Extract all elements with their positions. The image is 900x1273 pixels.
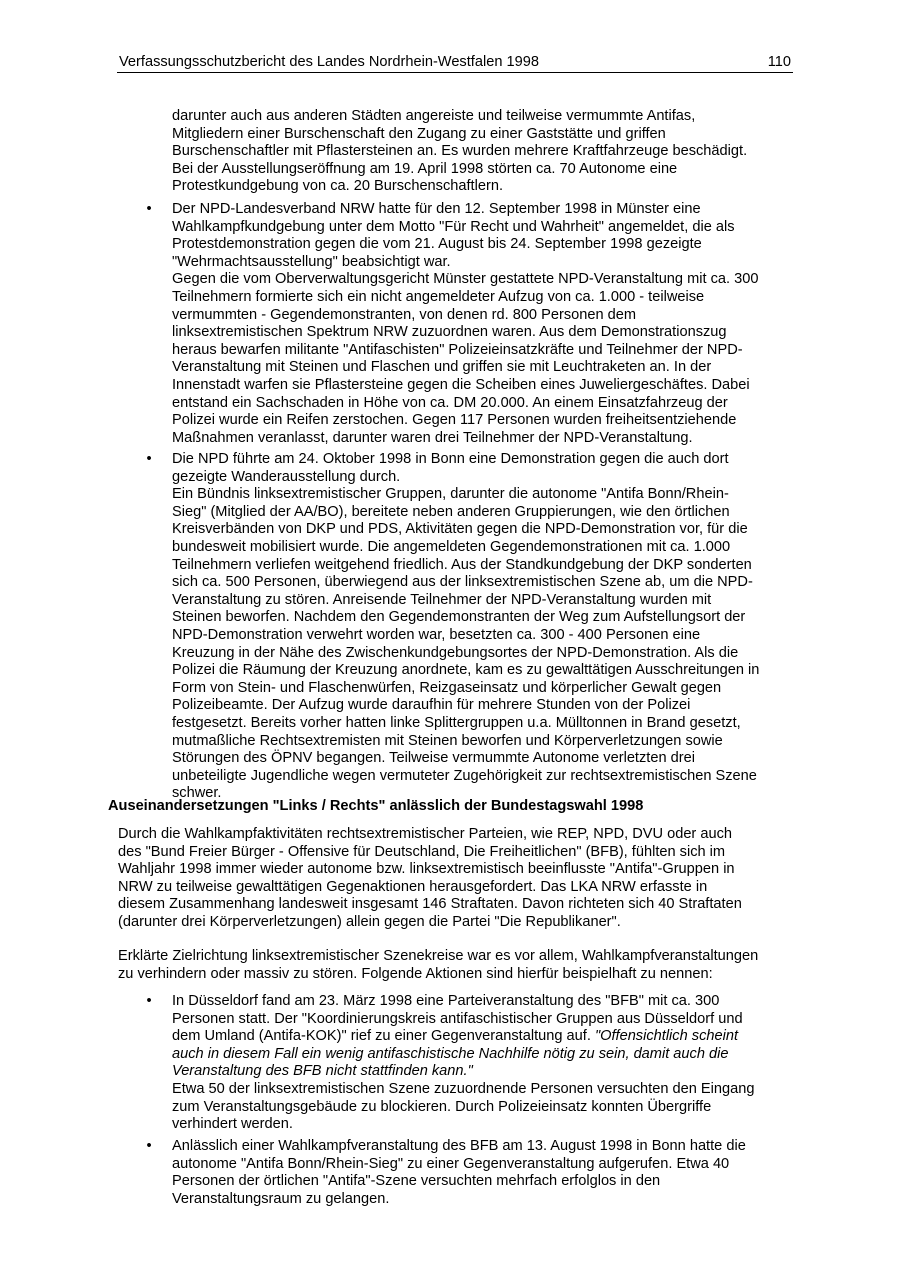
text-line: Steinen beworfen. Nachdem den Gegendemonstranten der Weg zum Aufstellungsort der — [172, 609, 746, 626]
text-line: Veranstaltungsraum zu gelangen. — [172, 1190, 390, 1207]
text-line: mutmaßliche Rechtsextremisten mit Steinen beworfen und Körperverletzungen sowie — [172, 732, 723, 749]
text-line: NPD-Demonstration verwehrt worden war, besetzten ca. 300 - 400 Personen eine — [172, 626, 701, 643]
text-line: zu verhindern oder massiv zu stören. Folgende Aktionen sind hierfür beispielhaft zu nennen: — [118, 965, 713, 982]
page-number: 110 — [767, 54, 791, 70]
text-line: linksextremistischen Spektrum NRW zuzuordnen waren. Aus dem Demonstrationszug — [172, 324, 727, 341]
text-line: Form von Stein- und Flaschenwürfen, Reizgaseinsatz und körperlicher Gewalt gegen — [172, 679, 722, 696]
text-line: Bei der Ausstellungseröffnung am 19. April 1998 störten ca. 70 Autonome eine — [172, 160, 678, 177]
text-line: diesem Zusammenhang landesweit insgesamt 146 Straftaten. Davon richteten sich 40 Straftaten — [118, 896, 742, 913]
text-line: Protestkundgebung von ca. 20 Burschenschaftlern. — [172, 178, 504, 195]
header-title: Verfassungsschutzbericht des Landes Nordrhein-Westfalen 1998 — [119, 54, 539, 70]
text-line: verhindert werden. — [172, 1116, 293, 1133]
text-line: Protestdemonstration gegen die vom 21. August bis 24. September 1998 gezeigte — [172, 236, 702, 253]
bullet-item-muenster — [146, 201, 792, 447]
text-line — [172, 1028, 792, 1046]
bullet-item-bonn-august — [146, 1138, 792, 1208]
text-line: Maßnahmen veranlasst, darunter waren drei Teilnehmer der NPD-Veranstaltung. — [172, 429, 693, 446]
page-header — [117, 52, 793, 73]
intro-paragraph — [118, 826, 798, 932]
text-line: Veranstaltung mit Steinen und Flaschen und griffen sie mit Leuchtraketen an. In der — [172, 359, 712, 376]
text-line: Teilnehmern verliefen weitgehend friedlich. Aus der Standkundgebung der DKP sonderten — [172, 556, 752, 573]
bullet-item-duesseldorf — [146, 993, 792, 1134]
bullet-item-bonn-october — [146, 451, 792, 803]
text-line: unbeteiligte Jugendliche wegen vermuteter Zugehörigkeit zur rechtsextremistischen Szene — [172, 767, 757, 784]
bullet-icon: • — [146, 201, 152, 217]
text-line: Der NPD-Landesverband NRW hatte für den 12. September 1998 in Münster eine — [172, 201, 701, 217]
section-heading: Auseinandersetzungen "Links / Rechts" anlässlich der Bundestagswahl 1998 — [108, 798, 644, 814]
text-line: (darunter drei Körperverletzungen) allein gegen die Partei "Die Republikaner". — [118, 913, 621, 930]
text-line: Polizei wurde ein Reifen zerstochen. Gegen 117 Personen wurden freiheitsentziehende — [172, 412, 737, 429]
goal-paragraph — [118, 948, 798, 983]
text-line: Die NPD führte am 24. Oktober 1998 in Bonn eine Demonstration gegen die auch dort — [172, 451, 729, 467]
quote-line: Veranstaltung des BFB nicht stattfinden kann." — [172, 1063, 473, 1080]
bullet-icon: • — [146, 1138, 152, 1154]
text-line: Mitgliedern einer Burschenschaft den Zugang zu einer Gaststätte und griffen — [172, 125, 666, 142]
text-line: Personen der örtlichen "Antifa"-Szene versuchten mehrfach erfolglos in den — [172, 1173, 661, 1190]
text-segment: dem Umland (Antifa-KOK)" rief zu einer Gegenveranstaltung auf. — [172, 1028, 595, 1045]
text-line: Polizeibeamte. Der Aufzug wurde daraufhin für mehrere Stunden von der Polizei — [172, 697, 691, 714]
text-line: Störungen des ÖPNV begangen. Teilweise vermummte Autonome verletzten drei — [172, 750, 695, 767]
text-line: Ein Bündnis linksextremistischer Gruppen, darunter die autonome "Antifa Bonn/Rhein- — [172, 486, 729, 503]
bullet-icon: • — [146, 993, 152, 1009]
text-line: Veranstaltung zu stören. Anreisende Teilnehmer der NPD-Veranstaltung wurden mit — [172, 591, 712, 608]
text-line: zum Veranstaltungsgebäude zu blockieren. Durch Polizeieinsatz konnten Übergriffe — [172, 1098, 712, 1115]
text-line: Gegen die vom Oberverwaltungsgericht Münster gestattete NPD-Veranstaltung mit ca. 300 — [172, 271, 759, 288]
text-line: heraus bewarfen militante "Antifaschisten" Polizeieinsatzkräfte und Teilnehmer der NPD- — [172, 341, 743, 358]
text-line: bundesweit mobilisiert wurde. Die angemeldeten Gegendemonstrationen mit ca. 1.000 — [172, 538, 731, 555]
text-line: Personen statt. Der "Koordinierungskreis antifaschistischer Gruppen aus Düsseldorf und — [172, 1010, 743, 1027]
text-line: gezeigte Wanderausstellung durch. — [172, 468, 401, 485]
text-line: Wahlkampfkundgebung unter dem Motto "Für Recht und Wahrheit" angemeldet, die als — [172, 218, 735, 235]
continuation-paragraph — [172, 108, 792, 196]
text-line: In Düsseldorf fand am 23. März 1998 eine Parteiveranstaltung des "BFB" mit ca. 300 — [172, 993, 720, 1009]
text-line: Erklärte Zielrichtung linksextremistischer Szenekreise war es vor allem, Wahlkampfveranstaltungen — [118, 948, 759, 964]
text-line: autonome "Antifa Bonn/Rhein-Sieg" zu einer Gegenveranstaltung aufgerufen. Etwa 40 — [172, 1155, 730, 1172]
text-line: Burschenschaftler mit Pflastersteinen an. Es wurden mehrere Kraftfahrzeuge beschädigt. — [172, 143, 748, 160]
text-line: Sieg" (Mitglied der AA/BO), bereitete neben anderen Gruppierungen, wie den örtlichen — [172, 503, 730, 520]
text-line: festgesetzt. Bereits vorher hatten linke Splittergruppen u.a. Mülltonnen in Brand gesetzt, — [172, 714, 741, 731]
text-line: darunter auch aus anderen Städten angereiste und teilweise vermummte Antifas, — [172, 108, 696, 124]
text-line: sich ca. 500 Personen, überwiegend aus der linksextremistischen Szene ab, um die NPD- — [172, 574, 753, 591]
quote-line: auch in diesem Fall ein wenig antifaschistische Nachhilfe nötig zu sein, damit auch die — [172, 1045, 729, 1062]
text-line: entstand ein Sachschaden in Höhe von ca. DM 20.000. An einem Einsatzfahrzeug der — [172, 394, 728, 411]
text-line: Teilnehmern formierte sich ein nicht angemeldeter Aufzug von ca. 1.000 - teilweise — [172, 288, 705, 305]
text-line: Anlässlich einer Wahlkampfveranstaltung des BFB am 13. August 1998 in Bonn hatte die — [172, 1138, 746, 1154]
text-line: "Wehrmachtsausstellung" beabsichtigt war. — [172, 253, 451, 270]
text-line: Kreuzung in der Nähe des Zwischenkundgebungsortes der NPD-Demonstration. Als die — [172, 644, 739, 661]
text-line: schwer. — [172, 785, 222, 802]
bullet-icon: • — [146, 451, 152, 467]
text-line: Etwa 50 der linksextremistischen Szene zuzuordnende Personen versuchten den Eingang — [172, 1080, 755, 1097]
text-line: NRW zu teilweise gewalttätigen Gegenaktionen herausgefordert. Das LKA NRW erfasste in — [118, 878, 708, 895]
text-line: des "Bund Freier Bürger - Offensive für Deutschland, Die Freiheitlichen" (BFB), fühlten sich im — [118, 843, 726, 860]
text-line: Kreisverbänden von DKP und PDS, Aktivitäten gegen die NPD-Demonstration vor, für die — [172, 521, 748, 538]
text-line: Wahljahr 1998 immer wieder autonome bzw. linksextremistisch beeinflusste "Antifa"-Gruppen in — [118, 861, 735, 878]
text-line: Durch die Wahlkampfaktivitäten rechtsextremistischer Parteien, wie REP, NPD, DVU oder auch — [118, 826, 732, 842]
quote-segment: "Offensichtlich scheint — [594, 1028, 739, 1045]
text-line: Polizei die Räumung der Kreuzung anordnete, kam es zu gewalttätigen Ausschreitungen in — [172, 662, 760, 679]
text-line: Innenstadt warfen sie Pflastersteine gegen die Scheiben eines Juweliergeschäftes. Dabei — [172, 376, 750, 393]
text-line: vermummten - Gegendemonstranten, von denen rd. 800 Personen dem — [172, 306, 637, 323]
